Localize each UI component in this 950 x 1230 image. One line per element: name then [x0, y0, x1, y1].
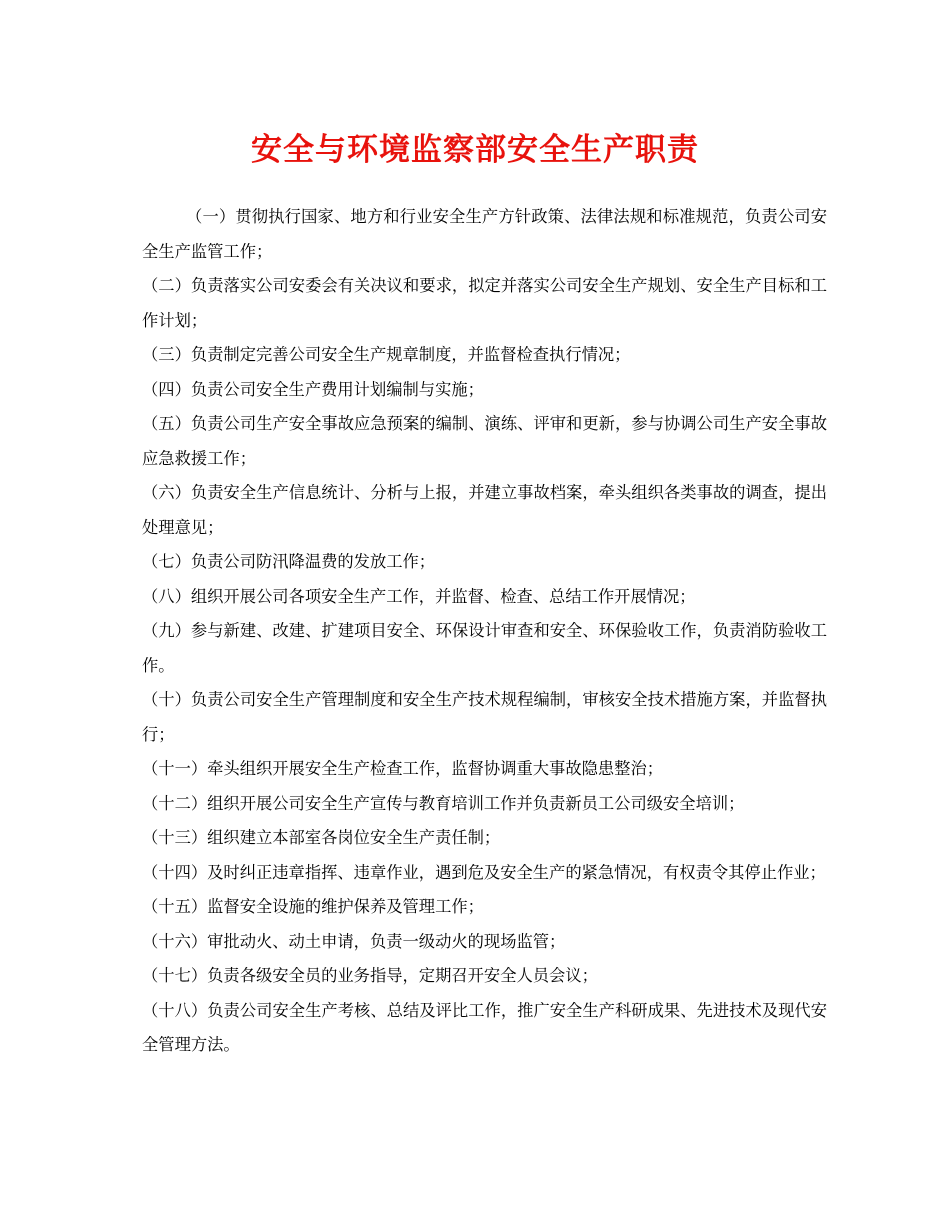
paragraph-7: （七）负责公司防汛降温费的发放工作； [142, 552, 436, 571]
paragraph-3: （三）负责制定完善公司安全生产规章制度，并监督检查执行情况； [142, 345, 631, 364]
paragraph-2: （二）负责落实公司安委会有关决议和要求，拟定并落实公司安全生产规划、安全生产目标和工作计划； [142, 276, 827, 330]
paragraph-18: （十八）负责公司安全生产考核、总结及评比工作，推广安全生产科研成果、先进技术及现代安全管理方法。 [142, 1000, 827, 1054]
paragraph-15: （十五）监督安全设施的维护保养及管理工作； [142, 897, 484, 916]
document-body [142, 200, 827, 1063]
paragraph-14: （十四）及时纠正违章指挥、违章作业，遇到危及安全生产的紧急情况，有权责令其停止作业； [142, 862, 826, 882]
document-title: 安全与环境监察部安全生产职责 [251, 132, 699, 168]
paragraph-17: （十七）负责各级安全员的业务指导，定期召开安全人员会议； [142, 966, 598, 985]
paragraph-13: （十三）组织建立本部室各岗位安全生产责任制； [142, 828, 501, 847]
paragraph-9: （九）参与新建、改建、扩建项目安全、环保设计审查和安全、环保验收工作，负责消防验收工作。 [142, 621, 827, 675]
paragraph-11: （十一）牵头组织开展安全生产检查工作，监督协调重大事故隐患整治； [142, 759, 664, 778]
paragraph-12: （十二）组织开展公司安全生产宣传与教育培训工作并负责新员工公司级安全培训； [142, 793, 745, 813]
paragraph-10: （十）负责公司安全生产管理制度和安全生产技术规程编制，审核安全技术措施方案，并监督执行； [142, 690, 827, 744]
paragraph-16: （十六）审批动火、动土申请，负责一级动火的现场监管； [142, 931, 566, 951]
paragraph-4: （四）负责公司安全生产费用计划编制与实施； [142, 379, 484, 399]
paragraph-1: （一）贯彻执行国家、地方和行业安全生产方针政策、法律法规和标准规范，负责公司安全生产监管工作； [142, 207, 827, 261]
paragraph-8: （八）组织开展公司各项安全生产工作，并监督、检查、总结工作开展情况； [142, 586, 696, 606]
paragraph-5: （五）负责公司生产安全事故应急预案的编制、演练、评审和更新，参与协调公司生产安全事故应急救援工作； [142, 414, 827, 468]
paragraph-6: （六）负责安全生产信息统计、分析与上报，并建立事故档案，牵头组织各类事故的调查，提出处理意见； [142, 483, 827, 537]
